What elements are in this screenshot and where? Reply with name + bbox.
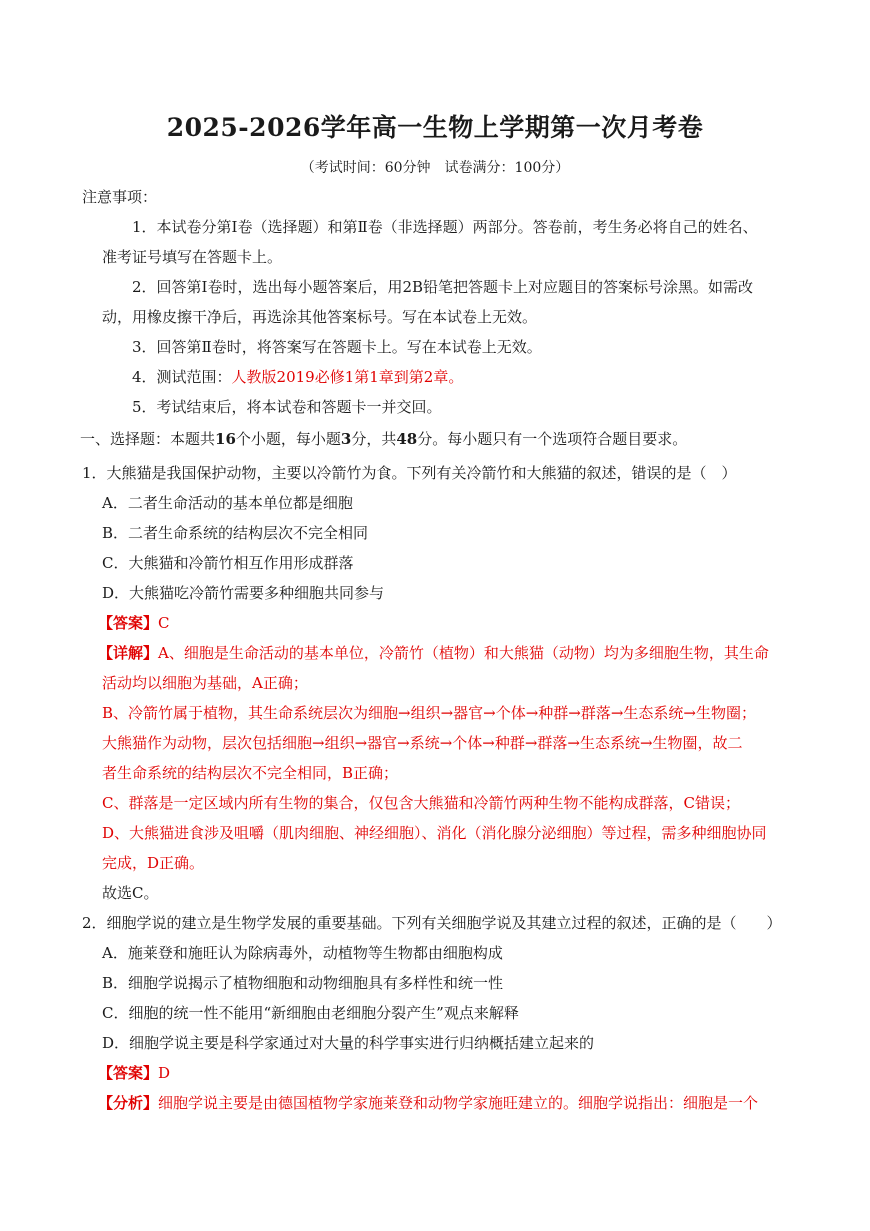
q2-option-d: D．细胞学说主要是科学家通过对大量的科学事实进行归纳概括建立起来的 <box>102 1034 595 1052</box>
note-4 <box>132 366 463 388</box>
q1-detail-8: 完成，D正确。 <box>102 854 205 872</box>
note-4-prefix: 4．测试范围： <box>132 368 232 386</box>
q1-detail-2: 活动均以细胞为基础，A正确； <box>102 674 308 692</box>
q2-option-a: A．施莱登和施旺认为除病毒外，动植物等生物都由细胞构成 <box>102 944 503 962</box>
q2-option-c: C．细胞的统一性不能用“新细胞由老细胞分裂产生”观点来解释 <box>102 1004 519 1022</box>
note-3: 3．回答第Ⅱ卷时，将答案写在答题卡上。写在本试卷上无效。 <box>132 338 542 356</box>
answer-label: 【答案】 <box>98 1064 159 1082</box>
answer-value: D <box>158 1064 171 1082</box>
q1-stem: 1．大熊猫是我国保护动物，主要以冷箭竹为食。下列有关冷箭竹和大熊猫的叙述，错误的是（ ） <box>82 464 737 482</box>
note-2: 2．回答第Ⅰ卷时，选出每小题答案后，用2B铅笔把答题卡上对应题目的答案标号涂黑。如需改 <box>132 278 754 296</box>
q1-answer <box>98 612 170 634</box>
q2-answer <box>98 1062 170 1084</box>
question-count: 16 <box>215 430 236 448</box>
q2-analysis: 【分析】细胞学说主要是由德国植物学家施莱登和动物学家施旺建立的。细胞学说指出：细胞是一个 <box>98 1094 759 1112</box>
q1-detail-1: 【详解】A、细胞是生命活动的基本单位，冷箭竹（植物）和大熊猫（动物）均为多细胞生物，其生命 <box>98 644 769 662</box>
notes-heading: 注意事项： <box>82 188 158 206</box>
q1-detail-7: D、大熊猫进食涉及咀嚼（肌肉细胞、神经细胞）、消化（消化腺分泌细胞）等过程，需多种细胞协同 <box>102 824 767 842</box>
q1-detail-6: C、群落是一定区域内所有生物的集合，仅包含大熊猫和冷箭竹两种生物不能构成群落，C错误； <box>102 794 740 812</box>
q1-option-a: A．二者生命活动的基本单位都是细胞 <box>102 494 353 512</box>
page-title: 2025-2026学年高一生物上学期第一次月考卷 <box>166 113 704 142</box>
note-1-cont: 准考证号填写在答题卡上。 <box>102 248 283 266</box>
note-5: 5．考试结束后，将本试卷和答题卡一并交回。 <box>132 398 442 416</box>
q1-detail-4: 大熊猫作为动物，层次包括细胞→组织→器官→系统→个体→种群→群落→生态系统→生物圈，故二 <box>102 734 743 752</box>
section-heading: 一、选择题：本题共16个小题，每小题3分，共48分。每小题只有一个选项符合题目要求。 <box>80 430 688 448</box>
q1-detail-3: B、冷箭竹属于植物，其生命系统层次为细胞→组织→器官→个体→种群→群落→生态系统→生物圈； <box>102 704 757 722</box>
answer-label: 【答案】 <box>98 614 159 632</box>
detail-label: 【详解】 <box>98 644 159 662</box>
points-total: 48 <box>396 430 418 448</box>
points-each: 3 <box>340 430 352 448</box>
q1-conclusion: 故选C。 <box>102 884 159 902</box>
analysis-label: 【分析】 <box>98 1094 159 1112</box>
q2-stem: 2．细胞学说的建立是生物学发展的重要基础。下列有关细胞学说及其建立过程的叙述，正确的是（ ） <box>82 914 782 932</box>
q1-option-c: C．大熊猫和冷箭竹相互作用形成群落 <box>102 554 354 572</box>
test-scope: 人教版2019必修1第1章到第2章。 <box>231 368 464 386</box>
exam-info: （考试时间：60分钟 试卷满分：100分） <box>300 160 570 176</box>
answer-value: C <box>158 614 170 632</box>
q1-option-d: D．大熊猫吃冷箭竹需要多种细胞共同参与 <box>102 584 385 602</box>
note-1: 1．本试卷分第Ⅰ卷（选择题）和第Ⅱ卷（非选择题）两部分。答卷前，考生务必将自己的姓名、 <box>132 218 758 236</box>
q1-detail-5: 者生命系统的结构层次不完全相同，B正确； <box>102 764 399 782</box>
q2-option-b: B．细胞学说揭示了植物细胞和动物细胞具有多样性和统一性 <box>102 974 504 992</box>
q1-option-b: B．二者生命系统的结构层次不完全相同 <box>102 524 369 542</box>
note-2-cont: 动，用橡皮擦干净后，再选涂其他答案标号。写在本试卷上无效。 <box>102 308 538 326</box>
